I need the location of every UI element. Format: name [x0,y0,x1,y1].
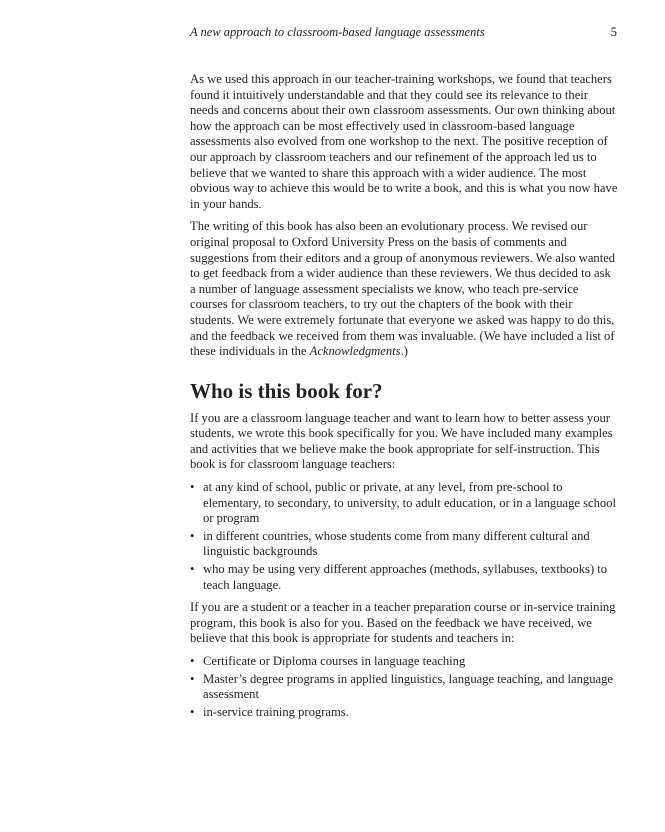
body-text [190,72,618,727]
list-item-text: who may be using very different approaches (methods, syllabuses, textbooks) to teach language. [203,562,608,592]
section-heading: Who is this book for? [190,378,383,403]
bullet-icon: • [190,671,195,686]
list-item-text: in-service training programs. [203,704,349,719]
list-item [190,480,618,527]
paragraph [190,219,618,359]
paragraph: As we used this approach in our teacher-training workshops, we found that teachers found it intuitively understandable and that they could see its relevance to their needs and concerns about their own classroom assessments. Our own thinking about how the approach can be most effectively used in classroom-based language assessments also evolved from one workshop to the next. The positive reception of our approach by classroom teachers and our refinement of the approach led us to believe that we wanted to share this approach with a wider audience. The most obvious way to achieve this would be to write a book, and this is what you now have in your hands. [190,72,618,211]
acknowledgments-reference: Acknowledgments [309,344,401,359]
list-item [190,672,618,703]
paragraph-text: The writing of this book has also been an evolutionary process. We revised our original proposal to Oxford University Press on the basis of comments and suggestions from their editors and a group of anonymous reviewers. We also wanted to get feedback from a wider audience than these reviewers. We thus decided to ask a number of language assessment specialists we know, who teach pre-service courses for classroom teachers, to try out the chapters of the book with their students. We were extremely fortunate that everyone we asked was happy to do this, and the feedback we received from them was invaluable. (We have included a list of these individuals in the [190,219,616,359]
paragraph-text-end: .) [400,344,408,359]
list-item [190,562,618,593]
paragraph: If you are a student or a teacher in a teacher preparation course or in-service training program, this book is also for you. Based on the feedback we have received, we believe that this book is appropriate for students and teachers in: [190,600,616,646]
paragraph: If you are a classroom language teacher and want to learn how to better assess your students, we wrote this book specifically for you. We have included many examples and activities that we believe make the book appropriate for self-instruction. This book is for classroom language teachers: [190,410,613,472]
bullet-icon: • [190,480,195,495]
bullet-icon: • [190,654,195,668]
list-item-text: Master’s degree programs in applied linguistics, language teaching, and language assessment [203,671,613,702]
list-item [190,705,618,721]
list-item-text: Certificate or Diploma courses in language teaching [203,654,466,668]
list-item-text: in different countries, whose students come from many different cultural and linguistic backgrounds [203,528,590,559]
bullet-list [190,480,618,593]
bullet-list [190,654,618,720]
bullet-icon: • [190,528,195,543]
list-item [190,529,618,560]
bullet-icon: • [190,704,195,719]
list-item-text: at any kind of school, public or private, at any level, from pre-school to elementary, to secondary, to university, to adult education, or in a language school or program [203,480,617,526]
running-head: A new approach to classroom-based language assessments [190,25,485,39]
list-item [190,654,618,670]
bullet-icon: • [190,562,195,577]
page-number: 5 [610,25,617,39]
